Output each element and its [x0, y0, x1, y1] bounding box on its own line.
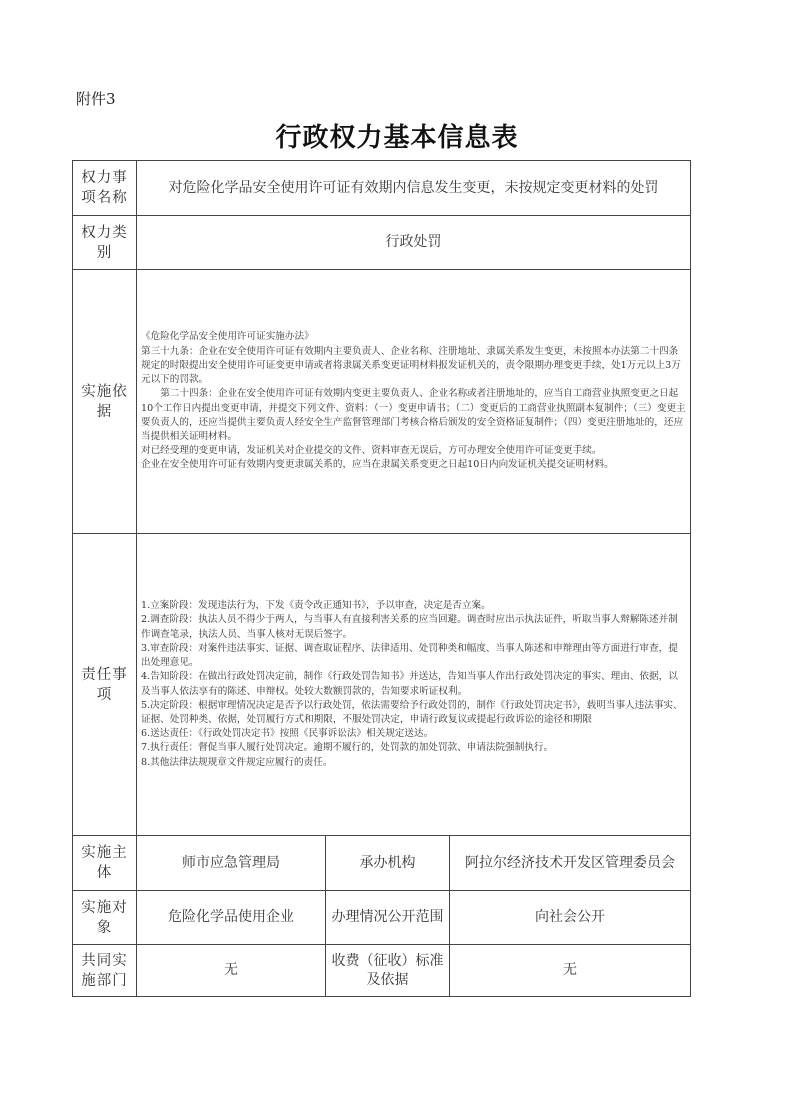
responsibility-item: 3.审查阶段：对案件违法事实、证据、调查取证程序、法律适用、处罚种类和幅度、当事人陈述和申辩理由等方面进行审查，提出处理意见。 — [141, 642, 678, 669]
power-name-value: 对危险化学品安全使用许可证有效期内信息发生变更，未按规定变更材料的处罚 — [137, 161, 691, 216]
row-legal-basis — [73, 270, 691, 534]
implementing-body-label: 实施主体 — [73, 836, 137, 891]
handling-org-value: 阿拉尔经济技术开发区管理委员会 — [450, 836, 691, 891]
disclosure-scope-label: 办理情况公开范围 — [326, 891, 450, 945]
power-type-label: 权力类别 — [73, 216, 137, 270]
legal-basis-paragraph: 第三十九条：企业在安全使用许可证有效期内主要负责人、企业名称、注册地址、隶属关系发生变更，未按照本办法第二十四条规定的时限提出安全使用许可证变更申请或者将隶属关系变更证明材料报发证机关的，责令限期办理变更手续，处1万元以上3万元以下的罚款。 — [141, 345, 681, 386]
responsibilities-content — [137, 534, 691, 836]
responsibility-item: 8.其他法律法规规章文件规定应履行的责任。 — [141, 756, 333, 768]
legal-basis-paragraph: 第二十四条：企业在安全使用许可证有效期内变更主要负责人、企业名称或者注册地址的，应当自工商营业执照变更之日起10个工作日内提出变更申请，并提交下列文件、资料：（一）变更申请书；（二）变更后的工商营业执照副本复制件；（三）变更主要负责人的，还应当提供主要负责人经安全生产监督管理部门考核合格后颁发的安全资格证复制件；（四）变更注册地址的，还应当提供相关证明材料。 — [141, 388, 686, 442]
handling-org-label: 承办机构 — [326, 836, 450, 891]
row-power-name — [73, 161, 691, 216]
row-joint — [73, 945, 691, 997]
row-implementing-body — [73, 836, 691, 891]
disclosure-scope-value: 向社会公开 — [450, 891, 691, 945]
responsibility-item: 1.立案阶段：发现违法行为，下发《责令改正通知书》，予以审查，决定是否立案。 — [141, 600, 491, 612]
joint-dept-value: 无 — [137, 945, 326, 997]
responsibilities-label: 责任事项 — [73, 534, 137, 836]
legal-basis-label: 实施依据 — [73, 270, 137, 534]
responsibility-item: 6.送达责任：《行政处罚决定书》按照《民事诉讼法》相关规定送达。 — [141, 728, 434, 740]
legal-basis-paragraph: 企业在安全使用许可证有效期内变更隶属关系的，应当在隶属关系变更之日起10日内向发证机关提交证明材料。 — [141, 459, 614, 471]
target-label: 实施对象 — [73, 891, 137, 945]
info-table — [72, 160, 691, 997]
responsibility-item: 2.调查阶段：执法人员不得少于两人，与当事人有直接利害关系的应当回避。调查时应出示执法证件，听取当事人辩解陈述并制作调查笔录，执法人员、当事人核对无误后签字。 — [141, 614, 678, 640]
target-value: 危险化学品使用企业 — [137, 891, 326, 945]
joint-dept-label: 共同实施部门 — [73, 945, 137, 997]
fee-standard-label: 收费（征收）标准及依据 — [326, 945, 450, 997]
legal-basis-paragraph: 《危险化学品安全使用许可证实施办法》 — [141, 331, 314, 343]
power-name-label: 权力事项名称 — [73, 161, 137, 216]
legal-basis-paragraph: 对已经受理的变更申请，发证机关对企业提交的文件、资料审查无误后，方可办理安全使用许可证变更手续。 — [141, 445, 602, 457]
page-title: 行政权力基本信息表 — [275, 123, 519, 153]
fee-standard-value: 无 — [450, 945, 691, 997]
power-type-value: 行政处罚 — [137, 216, 691, 270]
responsibility-item: 4.告知阶段：在做出行政处罚决定前，制作《行政处罚告知书》并送达，告知当事人作出行政处罚决定的事实、理由、依据，以及当事人依法享有的陈述、申辩权。处较大数额罚款的，告知要求听证权利。 — [141, 671, 678, 697]
responsibility-item: 5.决定阶段：根据审理情况决定是否予以行政处罚，依法需要给予行政处罚的，制作《行政处罚决定书》，载明当事人违法事实、证据、处罚种类、依据，处罚履行方式和期限，不服处罚决定，申请行政复议或提起行政诉讼的途径和期限 — [141, 699, 683, 725]
row-responsibilities — [73, 534, 691, 836]
responsibility-item: 7.执行责任：督促当事人履行处罚决定。逾期不履行的，处罚款的加处罚款、申请法院强制执行。 — [141, 742, 554, 754]
attachment-label: 附件3 — [76, 90, 116, 108]
legal-basis-content — [137, 270, 691, 534]
row-target — [73, 891, 691, 945]
row-power-type — [73, 216, 691, 270]
implementing-body-value: 师市应急管理局 — [137, 836, 326, 891]
